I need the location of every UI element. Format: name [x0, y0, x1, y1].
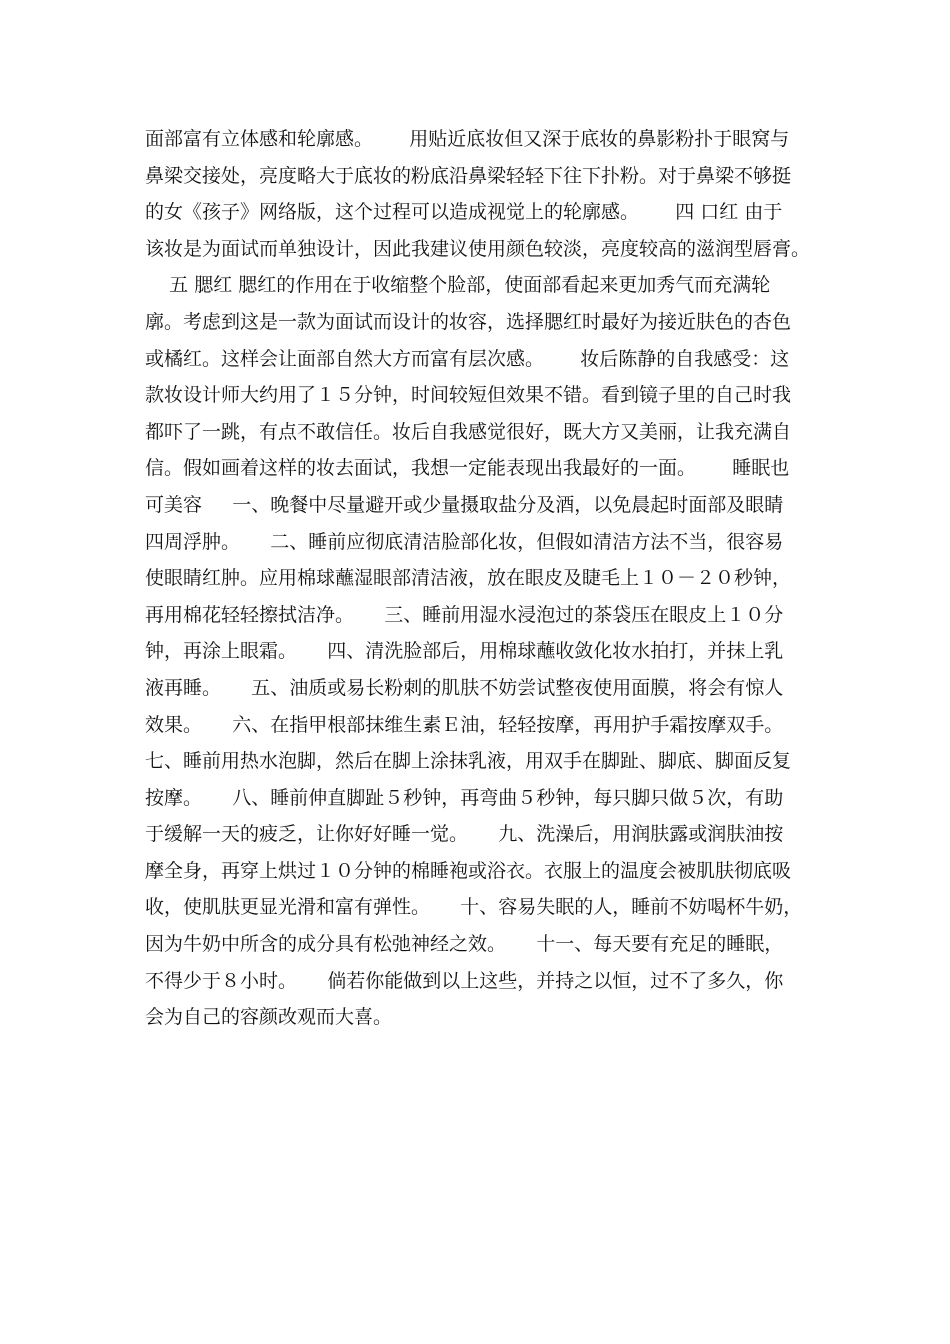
- text-line: 效果。 六、在指甲根部抹维生素Ｅ油，轻轻按摩，再用护手霜按摩双手。: [145, 713, 784, 736]
- text-line: 收，使肌肤更显光滑和富有弹性。 十、容易失眠的人，睡前不妨喝杯牛奶，: [145, 896, 803, 919]
- text-line: 鼻梁交接处，亮度略大于底妆的粉底沿鼻梁轻轻下往下扑粉。对于鼻梁不够挺: [145, 164, 792, 187]
- text-line: 面部富有立体感和轮廓感。 用贴近底妆但又深于底妆的鼻影粉扑于眼窝与: [145, 128, 790, 150]
- text-line: 因为牛奶中所含的成分具有松弛神经之效。 十一、每天要有充足的睡眠，: [145, 933, 784, 956]
- text-line: 摩全身，再穿上烘过１０分钟的棉睡袍或浴衣。衣服上的温度会被肌肤彻底吸: [145, 859, 792, 882]
- text-line: 使眼睛红肿。应用棉球蘸湿眼部清洁液，放在眼皮及睫毛上１０－２０秒钟，: [145, 567, 792, 590]
- text-line: 于缓解一天的疲乏，让你好好睡一觉。 九、洗澡后，用润肤露或润肤油按: [145, 823, 784, 846]
- text-line: 或橘红。这样会让面部自然大方而富有层次感。 妆后陈静的自我感受：这: [145, 347, 790, 370]
- text-line: 七、睡前用热水泡脚，然后在脚上涂抹乳液，用双手在脚趾、脚底、脚面反复: [145, 750, 792, 773]
- text-line: 不得少于８小时。 倘若你能做到以上这些，并持之以恒，过不了多久，你: [145, 969, 784, 992]
- text-line: 钟，再涂上眼霜。 四、清洗脸部后，用棉球蘸收敛化妆水拍打，并抹上乳: [145, 640, 784, 663]
- text-line: 四周浮肿。 二、睡前应彻底清洁脸部化妆，但假如清洁方法不当，很容易: [145, 530, 784, 553]
- text-line: 款妆设计师大约用了１５分钟，时间较短但效果不错。看到镜子里的自己时我: [145, 384, 792, 407]
- text-line: 该妆是为面试而单独设计，因此我建议使用颜色较淡，亮度较高的滋润型唇膏。: [145, 237, 811, 260]
- text-line: 会为自己的容颜改观而大喜。: [145, 1006, 393, 1029]
- text-line: 都吓了一跳，有点不敢信任。妆后自我感觉很好，既大方又美丽，让我充满自: [145, 420, 792, 443]
- text-line: 再用棉花轻轻擦拭洁净。 三、睡前用湿水浸泡过的茶袋压在眼皮上１０分: [145, 603, 784, 626]
- text-line: 廓。考虑到这是一款为面试而设计的妆容，选择腮红时最好为接近肤色的杏色: [145, 310, 792, 333]
- text-line: 信。假如画着这样的妆去面试，我想一定能表现出我最好的一面。 睡眠也: [145, 457, 790, 480]
- body-text: [145, 121, 825, 1036]
- text-line: 可美容 一、晚餐中尽量避开或少量摄取盐分及酒，以免晨起时面部及眼睛: [145, 493, 784, 516]
- text-line: 五 腮红 腮红的作用在于收缩整个脸部，使面部看起来更加秀气而充满轮: [145, 274, 771, 297]
- text-line: 的女《孩子》网络版，这个过程可以造成视觉上的轮廓感。 四 口红 由于: [145, 201, 783, 224]
- text-line: 按摩。 八、睡前伸直脚趾５秒钟，再弯曲５秒钟，每只脚只做５次，有助: [145, 786, 784, 809]
- text-line: 液再睡。 五、油质或易长粉刺的肌肤不妨尝试整夜使用面膜，将会有惊人: [145, 676, 784, 699]
